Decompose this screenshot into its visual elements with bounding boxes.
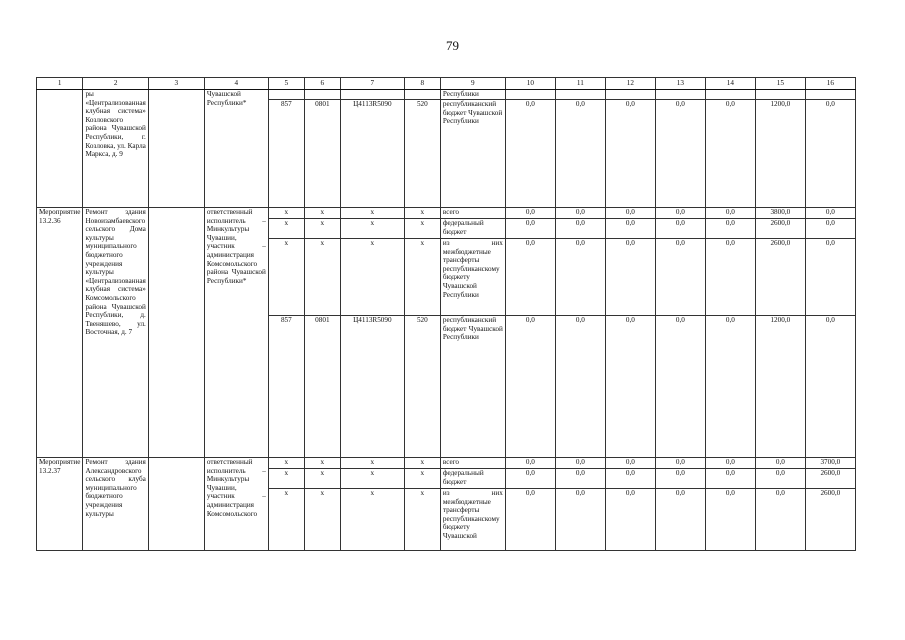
- expense-type-cell: x: [404, 489, 440, 551]
- value-cell: 0,0: [755, 469, 805, 489]
- grbs-cell: x: [268, 208, 304, 219]
- value-cell: 0,0: [705, 208, 755, 219]
- value-cell: [505, 90, 555, 100]
- source-cell: из них межбюджетные трансферты республиканскому бюджету Чувашской: [440, 489, 505, 551]
- grbs-cell: x: [268, 469, 304, 489]
- value-cell: 0,0: [655, 316, 705, 458]
- header-cell: 2: [83, 78, 148, 90]
- value-cell: 0,0: [555, 458, 605, 469]
- expense-type-cell: x: [404, 469, 440, 489]
- value-cell: 0,0: [655, 469, 705, 489]
- grbs-cell: 857: [268, 316, 304, 458]
- expense-type-cell: x: [404, 219, 440, 239]
- value-cell: 0,0: [705, 219, 755, 239]
- target-article-cell: x: [340, 458, 404, 469]
- value-cell: 1200,0: [755, 100, 805, 208]
- target-article-cell: x: [340, 219, 404, 239]
- source-cell: из них межбюджетные трансферты республиканскому бюджету Чувашской Республики: [440, 239, 505, 316]
- executor-cell: Чувашской Республики*: [204, 90, 268, 208]
- value-cell: 0,0: [655, 458, 705, 469]
- executor-cell: ответственный исполнитель – Минкультуры Чувашии, участник – администрация Комсомольского: [204, 458, 268, 551]
- expense-type-cell: x: [404, 239, 440, 316]
- expense-type-cell: x: [404, 458, 440, 469]
- target-article-cell: x: [340, 239, 404, 316]
- section-cell: [304, 90, 340, 100]
- value-cell: 0,0: [555, 316, 605, 458]
- value-cell: 0,0: [705, 316, 755, 458]
- value-cell: 3800,0: [755, 208, 805, 219]
- value-cell: [605, 90, 655, 100]
- value-cell: 0,0: [655, 219, 705, 239]
- value-cell: 0,0: [655, 489, 705, 551]
- section-cell: x: [304, 239, 340, 316]
- target-article-cell: Ц4113R5090: [340, 100, 404, 208]
- page-number: 79: [446, 38, 459, 53]
- target-article-cell: [340, 90, 404, 100]
- value-cell: 1200,0: [755, 316, 805, 458]
- header-cell: 12: [605, 78, 655, 90]
- header-cell: 16: [805, 78, 855, 90]
- value-cell: [805, 90, 855, 100]
- value-cell: 0,0: [505, 489, 555, 551]
- value-cell: 0,0: [655, 239, 705, 316]
- value-cell: [655, 90, 705, 100]
- value-cell: 0,0: [505, 458, 555, 469]
- empty-cell: [148, 208, 204, 458]
- header-cell: 11: [555, 78, 605, 90]
- value-cell: 0,0: [555, 469, 605, 489]
- target-article-cell: x: [340, 489, 404, 551]
- event-name-cell: Ремонт здания Новоизамбаевского сельского Дома культуры муниципального бюджетного учреждения культуры «Централизованная клубная система» Комсомольского района Чувашской Республики, д. Твеняшево, ул. Восточная, д. 7: [83, 208, 148, 458]
- grbs-cell: x: [268, 239, 304, 316]
- value-cell: 0,0: [805, 316, 855, 458]
- source-cell: Республики: [440, 90, 505, 100]
- value-cell: 0,0: [605, 316, 655, 458]
- source-cell: федеральный бюджет: [440, 469, 505, 489]
- expense-type-cell: 520: [404, 100, 440, 208]
- target-article-cell: x: [340, 208, 404, 219]
- value-cell: 0,0: [505, 219, 555, 239]
- value-cell: 0,0: [555, 489, 605, 551]
- grbs-cell: x: [268, 458, 304, 469]
- section-cell: 0801: [304, 100, 340, 208]
- header-cell: 6: [304, 78, 340, 90]
- value-cell: 0,0: [505, 208, 555, 219]
- value-cell: 0,0: [755, 458, 805, 469]
- grbs-cell: [268, 90, 304, 100]
- value-cell: [705, 90, 755, 100]
- value-cell: 2600,0: [805, 489, 855, 551]
- value-cell: 0,0: [705, 100, 755, 208]
- section-cell: x: [304, 469, 340, 489]
- value-cell: 0,0: [655, 100, 705, 208]
- executor-cell: ответственный исполнитель – Минкультуры Чувашии, участник – администрация Комсомольского района Чувашской Республики*: [204, 208, 268, 458]
- value-cell: 0,0: [555, 100, 605, 208]
- header-cell: 13: [655, 78, 705, 90]
- value-cell: 0,0: [605, 219, 655, 239]
- value-cell: 0,0: [805, 100, 855, 208]
- source-cell: всего: [440, 208, 505, 219]
- table-row: [37, 208, 856, 219]
- target-article-cell: x: [340, 469, 404, 489]
- expense-type-cell: x: [404, 208, 440, 219]
- value-cell: [755, 90, 805, 100]
- grbs-cell: x: [268, 219, 304, 239]
- value-cell: 0,0: [605, 239, 655, 316]
- value-cell: 0,0: [705, 469, 755, 489]
- grbs-cell: x: [268, 489, 304, 551]
- value-cell: 0,0: [505, 469, 555, 489]
- value-cell: 0,0: [805, 239, 855, 316]
- event-code-cell: Мероприятие 13.2.36: [37, 208, 83, 458]
- header-cell: 4: [204, 78, 268, 90]
- header-cell: 5: [268, 78, 304, 90]
- value-cell: 0,0: [605, 208, 655, 219]
- value-cell: 0,0: [805, 208, 855, 219]
- section-cell: x: [304, 219, 340, 239]
- expense-type-cell: [404, 90, 440, 100]
- source-cell: республиканский бюджет Чувашской Республики: [440, 100, 505, 208]
- value-cell: 0,0: [705, 489, 755, 551]
- header-cell: 9: [440, 78, 505, 90]
- section-cell: 0801: [304, 316, 340, 458]
- value-cell: 0,0: [705, 239, 755, 316]
- value-cell: 3700,0: [805, 458, 855, 469]
- value-cell: 2600,0: [755, 239, 805, 316]
- header-row: [37, 78, 856, 90]
- event-code-cell: Мероприятие 13.2.37: [37, 458, 83, 551]
- header-cell: 15: [755, 78, 805, 90]
- header-cell: 14: [705, 78, 755, 90]
- source-cell: федеральный бюджет: [440, 219, 505, 239]
- header-cell: 10: [505, 78, 555, 90]
- value-cell: 0,0: [505, 100, 555, 208]
- grbs-cell: 857: [268, 100, 304, 208]
- event-name-cell: ры «Централизованная клубная система» Козловского района Чувашской Республики, г. Козловка, ул. Карла Маркса, д. 9: [83, 90, 148, 208]
- value-cell: 0,0: [805, 219, 855, 239]
- value-cell: 0,0: [605, 100, 655, 208]
- value-cell: 0,0: [605, 489, 655, 551]
- expense-type-cell: 520: [404, 316, 440, 458]
- value-cell: 2600,0: [805, 469, 855, 489]
- empty-cell: [148, 90, 204, 208]
- value-cell: 0,0: [555, 219, 605, 239]
- budget-table: [36, 77, 856, 551]
- event-name-cell: Ремонт здания Александровского сельского клуба муниципального бюджетного учреждения культуры: [83, 458, 148, 551]
- header-cell: 3: [148, 78, 204, 90]
- header-cell: 1: [37, 78, 83, 90]
- table-row: [37, 458, 856, 469]
- empty-cell: [148, 458, 204, 551]
- section-cell: x: [304, 208, 340, 219]
- header-cell: 7: [340, 78, 404, 90]
- header-cell: 8: [404, 78, 440, 90]
- event-code-cell: [37, 90, 83, 208]
- target-article-cell: Ц4113R5090: [340, 316, 404, 458]
- value-cell: 0,0: [555, 239, 605, 316]
- value-cell: 2600,0: [755, 219, 805, 239]
- value-cell: 0,0: [555, 208, 605, 219]
- table-row: [37, 90, 856, 100]
- section-cell: x: [304, 458, 340, 469]
- source-cell: республиканский бюджет Чувашской Республики: [440, 316, 505, 458]
- value-cell: 0,0: [705, 458, 755, 469]
- value-cell: 0,0: [755, 489, 805, 551]
- value-cell: 0,0: [655, 208, 705, 219]
- value-cell: 0,0: [505, 239, 555, 316]
- value-cell: 0,0: [605, 469, 655, 489]
- value-cell: [555, 90, 605, 100]
- value-cell: 0,0: [505, 316, 555, 458]
- value-cell: 0,0: [605, 458, 655, 469]
- section-cell: x: [304, 489, 340, 551]
- source-cell: всего: [440, 458, 505, 469]
